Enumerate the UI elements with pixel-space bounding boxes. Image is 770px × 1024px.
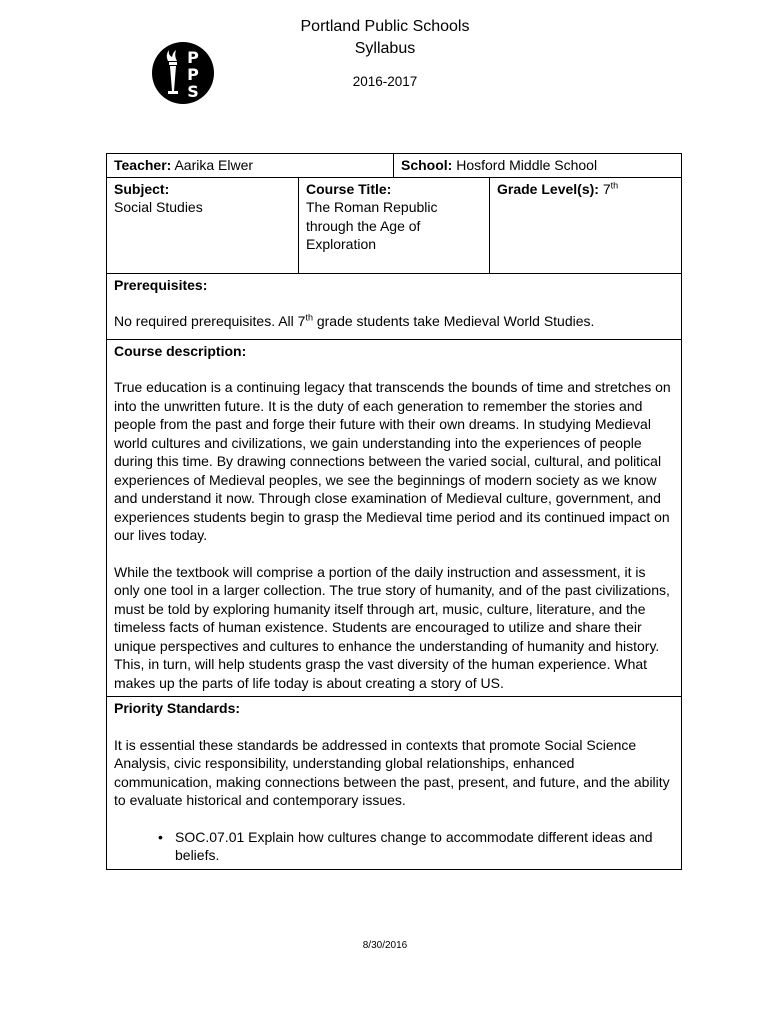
standards-list [114,828,674,865]
course-title-cell [298,178,489,273]
subject-value: Social Studies [114,199,203,215]
priority-standards-cell [107,697,681,869]
priority-standards-row [107,696,681,869]
priority-standards-heading: Priority Standards: [114,700,241,716]
course-description-heading: Course description: [114,342,247,359]
grade-sup: th [610,179,619,190]
priority-standards-intro: It is essential these standards be addressed in contexts that promote Social Science Analysis, civic responsibility, understanding global relationships, enhanced communication, making connections between the past, present, and future, and the ability to evaluate historical and contemporary issues. [114,736,670,808]
course-title-line: The Roman Republic [306,199,438,215]
footer-date: 8/30/2016 [362,940,408,951]
list-item: • SOC.07.01 Explain how cultures change to accommodate different ideas and beliefs. [158,828,653,863]
teacher-cell [107,154,393,177]
svg-text:P: P [187,48,199,67]
prerequisites-row [107,273,681,339]
document-header [0,16,770,89]
course-title-line: Exploration [306,236,377,252]
prerequisites-text: No required prerequisites. All 7th grade students take Medieval World Studies. [114,312,595,329]
teacher-value: Aarika Elwer [174,157,254,173]
bullet-icon: • [158,828,163,845]
prerequisites-heading: Prerequisites: [114,276,208,293]
school-year: 2016-2017 [352,74,418,89]
subject-cell [107,178,298,273]
subject-row [107,177,681,273]
course-description-para-1: True education is a continuing legacy that transcends the bounds of time and stretches on into the unwritten future. It is the duty of each generation to remember the stories and people from the past and forge their future with their own dreams. In studying Medieval world cultures and civilizations, we gain understanding into the experiences of people during this time. By drawing connections between the varied social, cultural, and political experiences of Medieval peoples, we see the beginnings of modern society as we know and understand it now. Through close examination of Medieval culture, government, and experiences students begin to grasp the Medieval time period and its continued impact on our lives today. [114,379,671,543]
prerequisites-cell [107,274,681,339]
org-name: Portland Public Schools [300,18,470,35]
course-title-label: Course Title: [306,180,392,197]
course-description-row [107,339,681,697]
subject-label: Subject: [114,180,170,197]
grade-label: Grade Level(s): [497,180,599,197]
course-description-para-2: While the textbook will comprise a portion of the daily instruction and assessment, it is only one tool in a larger collection. The true story of humanity, and of the past civilizations, must be told by exploring humanity itself through art, music, culture, literature, and the timeless facts of human existence. Students are encouraged to utilize and share their unique perspectives and cultures to enhance the understanding of humanity and history. This, in turn, will help students grasp the vast diversity of the human experience. What makes up the parts of life today is about creating a story of US. [114,563,670,691]
svg-text:P: P [187,65,199,84]
teacher-school-row [107,154,681,177]
grade-value: 7 [602,180,611,197]
school-value: Hosford Middle School [456,157,598,173]
school-cell [393,154,681,177]
teacher-label: Teacher: [114,157,172,173]
syllabus-table [106,153,682,870]
course-title-line: through the Age of [306,217,421,234]
doc-type: Syllabus [354,40,416,57]
svg-text:S: S [187,82,199,101]
grade-cell [489,178,681,273]
course-description-cell [107,340,681,697]
school-label: School: [401,157,453,173]
